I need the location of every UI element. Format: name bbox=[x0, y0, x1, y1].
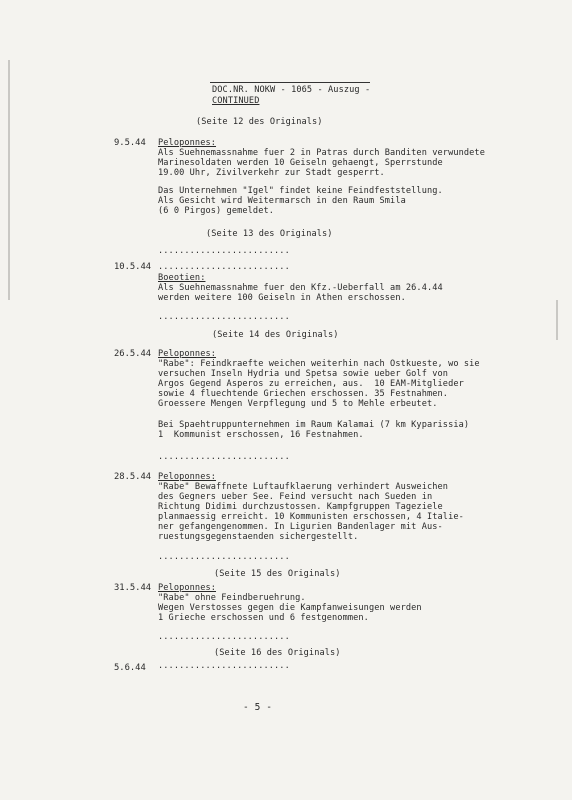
ellipsis: ......................... bbox=[158, 632, 290, 642]
entry-text: Argos Gegend Asperos zu erreichen, aus. 10 EAM-Mitglieder bbox=[158, 379, 464, 389]
page-reference: (Seite 16 des Originals) bbox=[214, 648, 341, 658]
ellipsis: ......................... bbox=[158, 552, 290, 562]
entry-text: werden weitere 100 Geiseln in Athen erschossen. bbox=[158, 293, 406, 303]
ellipsis: ......................... bbox=[158, 661, 290, 671]
entry-date: 9.5.44 bbox=[114, 138, 146, 148]
ellipsis: ......................... bbox=[158, 246, 290, 256]
entry-text: Das Unternehmen "Igel" findet keine Feindfeststellung. bbox=[158, 186, 443, 196]
entry-date: 26.5.44 bbox=[114, 349, 152, 359]
entry-region: Peloponnes: bbox=[158, 138, 217, 148]
header-rule bbox=[210, 82, 370, 83]
page-reference: (Seite 12 des Originals) bbox=[196, 117, 323, 127]
ellipsis: ......................... bbox=[158, 452, 290, 462]
entry-text: Groessere Mengen Verpflegung und 5 to Mehle erbeutet. bbox=[158, 399, 438, 409]
entry-region: Peloponnes: bbox=[158, 583, 217, 593]
entry-text: des Gegners ueber See. Feind versucht nach Sueden in bbox=[158, 492, 433, 502]
document-continued: CONTINUED bbox=[212, 96, 260, 106]
entry-region: Peloponnes: bbox=[158, 349, 217, 359]
ellipsis: ......................... bbox=[158, 312, 290, 322]
entry-text: Bei Spaehtruppunternehmen im Raum Kalamai (7 km Kyparissia) bbox=[158, 420, 470, 430]
entry-text: Wegen Verstosses gegen die Kampfanweisungen werden bbox=[158, 603, 422, 613]
entry-text: "Rabe" Bewaffnete Luftaufklaerung verhindert Ausweichen bbox=[158, 482, 449, 492]
entry-text: "Rabe": Feindkraefte weichen weiterhin nach Ostkueste, wo sie bbox=[158, 359, 480, 369]
document-number: DOC.NR. NOKW - 1065 - Auszug - bbox=[212, 85, 371, 95]
entry-date: 10.5.44 bbox=[114, 262, 152, 272]
entry-region: Peloponnes: bbox=[158, 472, 217, 482]
entry-date: 5.6.44 bbox=[114, 663, 146, 673]
entry-text: planmaessig erreicht. 10 Kommunisten erschossen, 4 Italie- bbox=[158, 512, 464, 522]
entry-text: 19.00 Uhr, Zivilverkehr zur Stadt gesperrt. bbox=[158, 168, 385, 178]
entry-date: 28.5.44 bbox=[114, 472, 152, 482]
entry-region: Boeotien: bbox=[158, 273, 206, 283]
page-number: - 5 - bbox=[243, 702, 273, 713]
page-reference: (Seite 13 des Originals) bbox=[206, 229, 333, 239]
entry-text: 1 Kommunist erschossen, 16 Festnahmen. bbox=[158, 430, 364, 440]
entry-text: 1 Grieche erschossen und 6 festgenommen. bbox=[158, 613, 369, 623]
page-reference: (Seite 15 des Originals) bbox=[214, 569, 341, 579]
entry-text: sowie 4 fluechtende Griechen erschossen. 35 Festnahmen. bbox=[158, 389, 449, 399]
entry-date: 31.5.44 bbox=[114, 583, 152, 593]
binder-mark bbox=[556, 300, 558, 340]
entry-text: versuchen Inseln Hydria und Spetsa sowie ueber Golf von bbox=[158, 369, 449, 379]
entry-text: (6 0 Pirgos) gemeldet. bbox=[158, 206, 275, 216]
entry-text: Richtung Didimi durchzustossen. Kampfgruppen Tageziele bbox=[158, 502, 443, 512]
page-reference: (Seite 14 des Originals) bbox=[212, 330, 339, 340]
entry-text: Marinesoldaten werden 10 Geiseln gehaengt, Sperrstunde bbox=[158, 158, 443, 168]
entry-text: ruestungsgegenstaenden sichergestellt. bbox=[158, 532, 359, 542]
entry-text: "Rabe" ohne Feindberuehrung. bbox=[158, 593, 306, 603]
entry-text: Als Suehnemassnahme fuer 2 in Patras durch Banditen verwundete bbox=[158, 148, 485, 158]
ellipsis: ......................... bbox=[158, 262, 290, 272]
entry-text: Als Gesicht wird Weitermarsch in den Raum Smila bbox=[158, 196, 406, 206]
entry-text: Als Suehnemassnahme fuer den Kfz.-Ueberfall am 26.4.44 bbox=[158, 283, 443, 293]
binder-mark bbox=[8, 60, 10, 300]
entry-text: ner gefangengenommen. In Ligurien Bandenlager mit Aus- bbox=[158, 522, 443, 532]
